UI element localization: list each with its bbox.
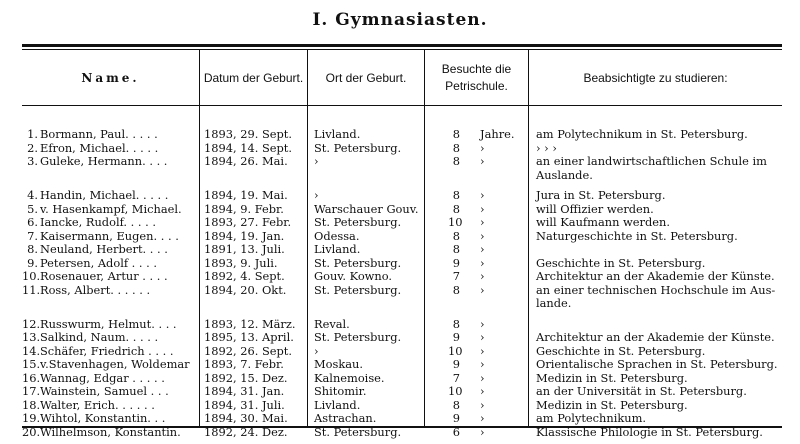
student-name: Wihtol, Konstantin. . . — [40, 412, 166, 425]
birth-place: Livland. — [314, 242, 361, 256]
birth-date: 1892, 15. Dez. — [204, 370, 288, 385]
row-number: 17. — [22, 384, 41, 398]
birth-place: Gouv. Kowno. — [314, 269, 393, 283]
years-attended: 9 — [452, 255, 460, 270]
intended-study: am Polytechnikum. — [536, 411, 647, 425]
birth-place: Livland. — [314, 127, 361, 141]
row-number: 3. — [27, 154, 38, 168]
intended-study: Architektur an der Akademie der Künste. — [536, 330, 775, 344]
intended-study: Naturgeschichte in St. Petersburg. — [536, 228, 738, 243]
student-name: Salkind, Naum. . . . . — [40, 331, 159, 344]
years-attended: 7 — [452, 370, 460, 385]
intended-study: an der Universität in St. Petersburg. — [536, 384, 747, 398]
birth-date: 1893, 12. März. — [204, 316, 296, 331]
years-attended: 8 — [452, 188, 460, 202]
birth-place: St. Petersburg. — [314, 140, 402, 155]
student-name: Ross, Albert. . . . . . — [40, 283, 151, 297]
years-attended: 8 — [452, 127, 460, 141]
years-attended: 9 — [452, 330, 460, 344]
birth-date: 1893, 7. Febr. — [204, 357, 284, 371]
student-name: Guleke, Hermann. . . . — [40, 155, 168, 168]
years-unit: › — [480, 316, 485, 331]
table-row — [0, 128, 800, 142]
years-unit: › — [480, 411, 485, 425]
row-number: 5. — [27, 201, 38, 216]
intended-study: Architektur an der Akademie der Künste. — [536, 269, 775, 283]
intended-study: will Offizier werden. — [536, 201, 654, 216]
years-attended: 8 — [452, 154, 460, 168]
table-row — [0, 155, 800, 169]
student-name: Bormann, Paul. . . . . — [40, 128, 158, 141]
birth-place: › — [314, 188, 319, 202]
years-unit: › — [480, 215, 485, 229]
years-unit: › — [480, 357, 485, 371]
birth-date: 1893, 9. Juli. — [204, 255, 278, 270]
row-gap — [0, 182, 800, 189]
years-unit: › — [480, 228, 485, 243]
birth-date: 1895, 13. April. — [204, 330, 294, 344]
table-row — [0, 358, 800, 372]
years-attended: 8 — [452, 282, 460, 297]
years-attended: 9 — [452, 357, 460, 371]
intended-study: Auslande. — [536, 167, 593, 182]
intended-study: Medizin in St. Petersburg. — [536, 370, 688, 385]
table-row — [0, 203, 800, 217]
header-datum: Datum der Geburt. — [203, 70, 304, 85]
row-number: 18. — [22, 397, 41, 412]
student-name: Walter, Erich. . . . . . — [40, 398, 155, 412]
student-name: Schäfer, Friedrich . . . . — [40, 344, 174, 358]
table-row — [0, 331, 800, 345]
intended-study: Jura in St. Petersburg. — [536, 188, 666, 202]
row-number: 10. — [22, 269, 41, 283]
table-row — [0, 257, 800, 271]
birth-date: 1892, 26. Sept. — [204, 343, 292, 358]
row-number: 8. — [27, 242, 38, 256]
intended-study: Orientalische Sprachen in St. Petersburg. — [536, 357, 778, 371]
years-attended: 9 — [452, 411, 460, 425]
table-row — [0, 243, 800, 257]
intended-study: lande. — [536, 296, 572, 310]
row-number: 14. — [22, 343, 41, 358]
student-name: Handin, Michael. . . . . — [40, 189, 169, 202]
row-number: 11. — [22, 282, 41, 297]
birth-place: Odessa. — [314, 228, 360, 243]
birth-date: 1893, 29. Sept. — [204, 127, 292, 141]
years-unit: › — [480, 154, 485, 168]
birth-place: Moskau. — [314, 357, 364, 371]
birth-place: › — [314, 343, 319, 358]
years-attended: 8 — [452, 228, 460, 243]
student-name: Iancke, Rudolf. . . . . — [40, 216, 156, 229]
years-unit: › — [480, 343, 485, 358]
years-unit: › — [480, 242, 485, 256]
student-name: Petersen, Adolf . . . . — [40, 256, 158, 270]
row-number: 1. — [27, 127, 38, 141]
years-unit: › — [480, 201, 485, 216]
intended-study: Klassische Philologie in St. Petersburg. — [536, 424, 763, 439]
table-row — [0, 426, 800, 440]
years-attended: 10 — [448, 215, 463, 229]
table-row — [0, 399, 800, 413]
table-row — [0, 142, 800, 156]
row-gap — [0, 311, 800, 318]
row-number: 19. — [22, 411, 41, 425]
birth-date: 1894, 31. Jan. — [204, 384, 285, 398]
intended-study: an einer technischen Hochschule im Aus- — [536, 282, 776, 297]
birth-place: St. Petersburg. — [314, 424, 402, 439]
birth-place: Kalnemoise. — [314, 370, 385, 385]
intended-study: an einer landwirtschaftlichen Schule im — [536, 154, 767, 168]
intended-study: Geschichte in St. Petersburg. — [536, 343, 706, 358]
years-attended: 8 — [452, 242, 460, 256]
years-attended: 7 — [452, 269, 460, 283]
table-row — [0, 169, 800, 183]
birth-place: › — [314, 154, 319, 168]
student-name: Wannag, Edgar . . . . . — [40, 371, 165, 385]
birth-place: St. Petersburg. — [314, 215, 402, 229]
years-unit: › — [480, 330, 485, 344]
birth-date: 1894, 26. Mai. — [204, 154, 288, 168]
birth-date: 1891, 13. Juli. — [204, 242, 285, 256]
student-table — [0, 128, 800, 439]
table-row — [0, 284, 800, 298]
table-row — [0, 230, 800, 244]
intended-study: Medizin in St. Petersburg. — [536, 397, 688, 412]
years-attended: 6 — [452, 424, 460, 439]
page-title: I. Gymnasiasten. — [312, 10, 488, 30]
table-row — [0, 345, 800, 359]
years-unit: › — [480, 282, 485, 297]
student-name: Kaisermann, Eugen. . . . — [40, 229, 179, 243]
student-name: Rosenauer, Artur . . . . — [40, 270, 168, 283]
student-name: Wilhelmson, Konstantin. — [40, 425, 181, 439]
birth-place: Reval. — [314, 316, 350, 331]
years-unit: › — [480, 140, 485, 155]
row-number: 6. — [27, 215, 38, 229]
birth-date: 1894, 30. Mai. — [204, 411, 288, 425]
student-name: Russwurm, Helmut. . . . — [40, 317, 177, 331]
years-unit: › — [480, 384, 485, 398]
years-unit: Jahre. — [480, 127, 515, 141]
header-besuchte: Besuchte die Petrischule. — [441, 62, 512, 93]
header-name: Name. — [81, 70, 140, 85]
birth-date: 1893, 27. Febr. — [204, 215, 292, 229]
years-unit: › — [480, 269, 485, 283]
row-number: 12. — [22, 316, 41, 331]
years-attended: 10 — [448, 384, 463, 398]
table-row — [0, 297, 800, 311]
birth-date: 1894, 19. Mai. — [204, 188, 288, 202]
birth-place: St. Petersburg. — [314, 330, 402, 344]
years-attended: 8 — [452, 201, 460, 216]
birth-place: Warschauer Gouv. — [314, 201, 419, 216]
row-number: 16. — [22, 370, 41, 385]
row-number: 4. — [27, 188, 38, 202]
row-number: 13. — [22, 330, 41, 344]
birth-place: Shitomir. — [314, 384, 367, 398]
table-row — [0, 318, 800, 332]
table-row — [0, 385, 800, 399]
intended-study: › › › — [536, 140, 557, 155]
student-name: Wainstein, Samuel . . . — [40, 385, 169, 398]
years-attended: 8 — [452, 316, 460, 331]
years-attended: 8 — [452, 140, 460, 155]
table-row — [0, 412, 800, 426]
years-unit: › — [480, 188, 485, 202]
top-rule-thin — [22, 49, 782, 50]
birth-place: Astrachan. — [314, 411, 377, 425]
table-row — [0, 189, 800, 203]
years-attended: 8 — [452, 397, 460, 412]
row-number: 9. — [27, 255, 38, 270]
top-rule — [22, 44, 782, 47]
birth-place: St. Petersburg. — [314, 255, 402, 270]
header-studieren: Beabsichtigte zu studieren: — [583, 70, 728, 85]
years-unit: › — [480, 424, 485, 439]
birth-date: 1894, 20. Okt. — [204, 282, 287, 297]
birth-date: 1894, 9. Febr. — [204, 201, 284, 216]
table-row — [0, 372, 800, 386]
intended-study: will Kaufmann werden. — [536, 215, 670, 229]
table-row — [0, 216, 800, 230]
intended-study: am Polytechnikum in St. Petersburg. — [536, 127, 748, 141]
student-name: v. Hasenkampf, Michael. — [40, 202, 182, 216]
student-name: Neuland, Herbert. . . . — [40, 243, 168, 256]
years-unit: › — [480, 370, 485, 385]
student-name: v.Stavenhagen, Woldemar — [40, 358, 190, 371]
row-number: 7. — [27, 228, 38, 243]
birth-place: St. Petersburg. — [314, 282, 402, 297]
row-number: 20. — [22, 424, 41, 439]
row-number: 2. — [27, 140, 38, 155]
years-attended: 10 — [448, 343, 463, 358]
birth-date: 1894, 31. Juli. — [204, 397, 285, 412]
intended-study: Geschichte in St. Petersburg. — [536, 255, 706, 270]
birth-date: 1894, 14. Sept. — [204, 140, 292, 155]
birth-date: 1892, 4. Sept. — [204, 269, 285, 283]
row-number: 15. — [22, 357, 41, 371]
header-rule — [22, 105, 782, 106]
student-name: Efron, Michael. . . . . — [40, 141, 159, 155]
years-unit: › — [480, 255, 485, 270]
table-row — [0, 270, 800, 284]
birth-date: 1892, 24. Dez. — [204, 424, 288, 439]
birth-date: 1894, 19. Jan. — [204, 228, 285, 243]
header-ort: Ort der Geburt. — [325, 70, 407, 85]
years-unit: › — [480, 397, 485, 412]
birth-place: Livland. — [314, 397, 361, 412]
